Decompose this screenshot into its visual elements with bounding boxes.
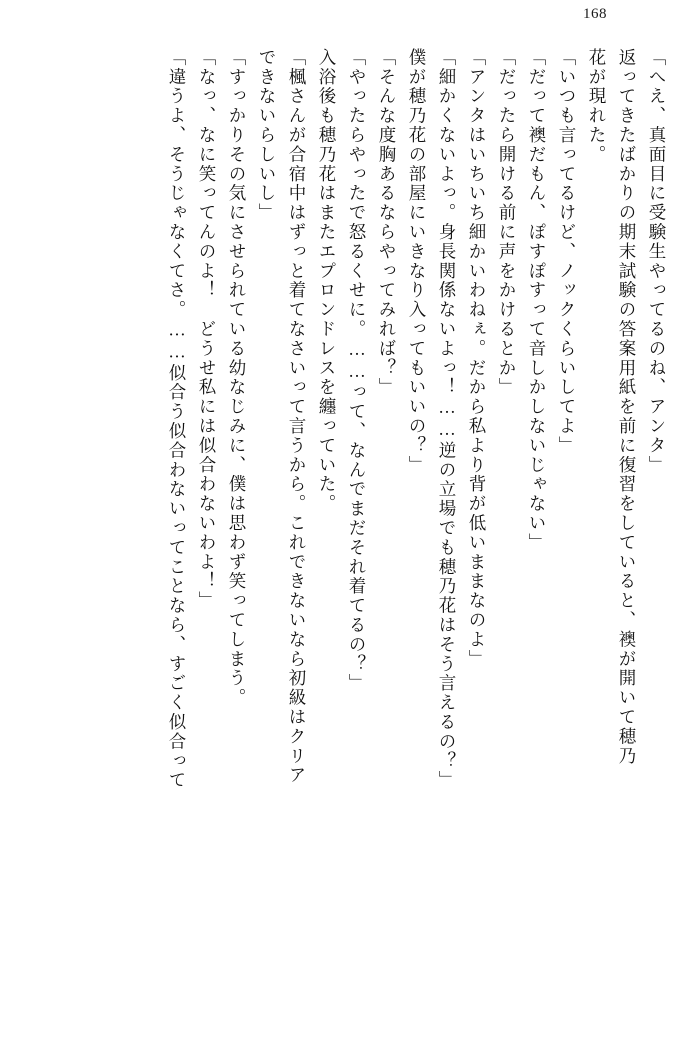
text-line: 僕が穂乃花の部屋にいきなり入ってもいいの？」: [407, 48, 427, 475]
text-line: 「アンタはいちいち細かいわねぇ。だから私より背が低いままなのよ」: [467, 48, 487, 669]
text-line: 「だったら開ける前に声をかけるとか」: [497, 48, 517, 398]
text-line: 返ってきたばかりの期末試験の答案用紙を前に復習をしていると、襖が開いて穂乃: [617, 48, 637, 766]
text-line: 「やったらやったで怒るくせに。……って、なんでまだそれ着てるの？」: [347, 48, 367, 694]
text-line: 「すっかりその気にさせられている幼なじみに、僕は思わず笑ってしまう。: [227, 48, 247, 708]
text-line: 「細かくないよっ。身長関係ないよっ！……逆の立場でも穂乃花はそう言えるの？」: [437, 48, 457, 791]
text-line: 「いつも言ってるけど、ノックくらいしてよ」: [557, 48, 577, 456]
vertical-text-body: [28, 48, 665, 1010]
text-line: できないらしいし」: [257, 48, 277, 223]
text-line: 「違うよ、そうじゃなくてさ。……似合う似合わないってことなら、すごく似合って: [167, 48, 187, 791]
text-line: 「なっ、なに笑ってんのよ！ どうせ私には似合わないわよ！」: [197, 48, 217, 611]
text-line: 「楓さんが合宿中はずっと着てなさいって言うから。これできないなら初級はクリア: [287, 48, 307, 786]
text-line: 「そんな度胸あるならやってみれば？」: [377, 48, 397, 398]
page-number: 168: [583, 6, 607, 22]
text-line: 花が現れた。: [587, 48, 607, 165]
text-line: 「へえ、真面目に受験生やってるのね、アンタ」: [647, 48, 667, 475]
text-line: 入浴後も穂乃花はまたエプロンドレスを纏っていた。: [317, 48, 337, 514]
text-line: 「だって襖だもん、ぽすぽすって音しかしないじゃない」: [527, 48, 547, 553]
